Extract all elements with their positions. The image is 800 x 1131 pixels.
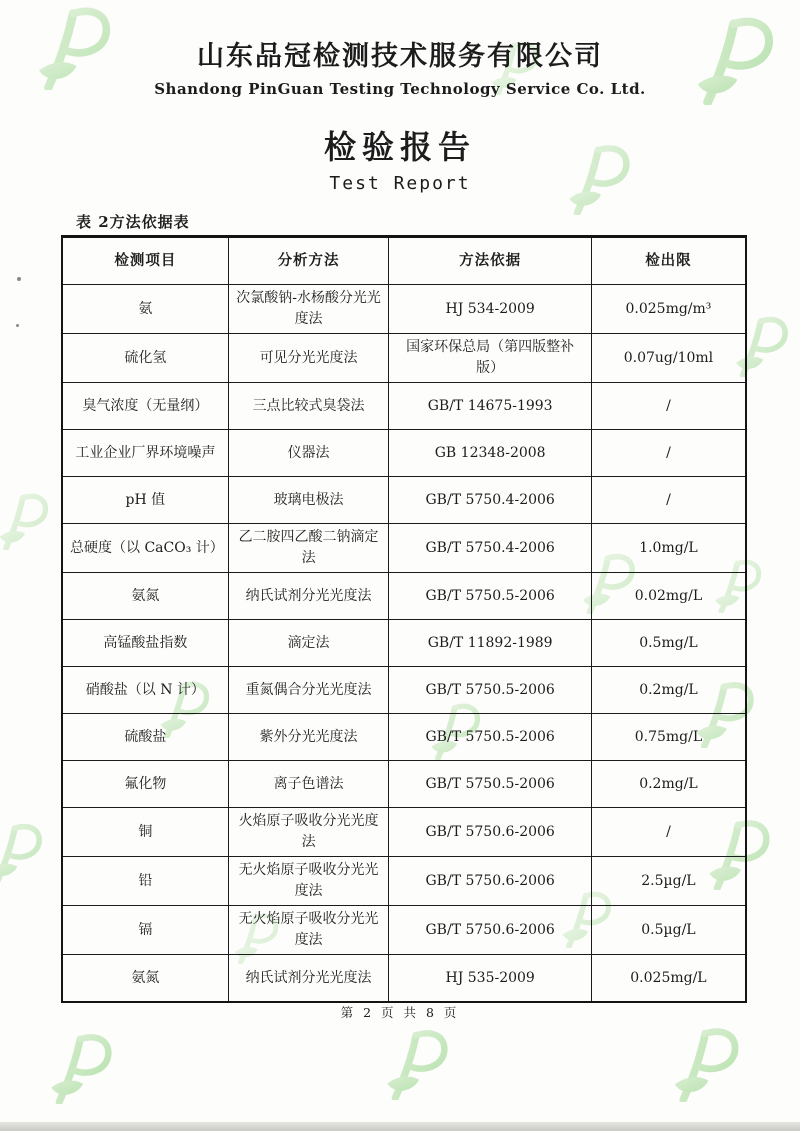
method-basis-table bbox=[61, 235, 747, 1003]
table-cell: / bbox=[591, 477, 746, 524]
table-cell: / bbox=[591, 383, 746, 430]
table-cell: 总硬度（以 CaCO₃ 计） bbox=[62, 524, 228, 573]
report-title-cn: 检验报告 bbox=[323, 128, 476, 166]
table-cell: GB 12348-2008 bbox=[389, 430, 591, 477]
table-header-row bbox=[62, 237, 746, 285]
scan-speck bbox=[17, 277, 21, 281]
table-cell: 仪器法 bbox=[228, 430, 389, 477]
table-cell: 滴定法 bbox=[228, 620, 389, 667]
table-cell: 离子色谱法 bbox=[228, 761, 389, 808]
report-title-en: Test Report bbox=[329, 173, 471, 194]
table-cell: HJ 535-2009 bbox=[389, 955, 591, 1003]
column-header: 检出限 bbox=[591, 237, 746, 285]
column-header: 方法依据 bbox=[389, 237, 591, 285]
table-cell: 硫化氢 bbox=[62, 334, 228, 383]
table-row bbox=[62, 477, 746, 524]
page-number: 第 2 页 共 8 页 bbox=[340, 1005, 460, 1020]
column-header: 分析方法 bbox=[228, 237, 389, 285]
table-cell: 乙二胺四乙酸二钠滴定法 bbox=[228, 524, 389, 573]
table-row bbox=[62, 667, 746, 714]
pinguan-logo-watermark-icon bbox=[42, 1032, 114, 1104]
table-cell: GB/T 5750.5-2006 bbox=[389, 667, 591, 714]
table-cell: 三点比较式臭袋法 bbox=[228, 383, 389, 430]
table-cell: 0.2mg/L bbox=[591, 667, 746, 714]
table-cell: 0.025mg/m³ bbox=[591, 285, 746, 334]
table-cell: 高锰酸盐指数 bbox=[62, 620, 228, 667]
table-cell: 0.02mg/L bbox=[591, 573, 746, 620]
table-row bbox=[62, 955, 746, 1003]
table-cell: GB/T 5750.4-2006 bbox=[389, 524, 591, 573]
table-cell: 臭气浓度（无量纲） bbox=[62, 383, 228, 430]
table-cell: 无火焰原子吸收分光光度法 bbox=[228, 906, 389, 955]
table-row bbox=[62, 334, 746, 383]
table-cell: 氨氮 bbox=[62, 955, 228, 1003]
table-cell: GB/T 5750.4-2006 bbox=[389, 477, 591, 524]
table-cell: 纳氏试剂分光光度法 bbox=[228, 573, 389, 620]
pinguan-logo-watermark-icon bbox=[378, 1028, 450, 1100]
table-cell: 铅 bbox=[62, 857, 228, 906]
scan-speck bbox=[16, 324, 19, 327]
table-row bbox=[62, 808, 746, 857]
table-cell: GB/T 5750.6-2006 bbox=[389, 857, 591, 906]
table-row bbox=[62, 383, 746, 430]
report-header bbox=[0, 0, 800, 194]
table-cell: 2.5µg/L bbox=[591, 857, 746, 906]
table-cell: / bbox=[591, 808, 746, 857]
table-cell: GB/T 14675-1993 bbox=[389, 383, 591, 430]
table-row bbox=[62, 524, 746, 573]
pinguan-logo-watermark-icon bbox=[0, 822, 44, 884]
table-cell: 无火焰原子吸收分光光度法 bbox=[228, 857, 389, 906]
table-row bbox=[62, 761, 746, 808]
table-cell: 0.5mg/L bbox=[591, 620, 746, 667]
table-row bbox=[62, 714, 746, 761]
table-cell: 氟化物 bbox=[62, 761, 228, 808]
table-caption: 表 2方法依据表 bbox=[76, 213, 190, 231]
table-cell: 0.07ug/10ml bbox=[591, 334, 746, 383]
table-cell: 氨氮 bbox=[62, 573, 228, 620]
table-cell: 1.0mg/L bbox=[591, 524, 746, 573]
table-row bbox=[62, 857, 746, 906]
table-cell: GB/T 5750.5-2006 bbox=[389, 714, 591, 761]
table-cell: 铜 bbox=[62, 808, 228, 857]
company-name-en: Shandong PinGuan Testing Technology Service Co. Ltd. bbox=[154, 80, 646, 98]
table-cell: 重氮偶合分光光度法 bbox=[228, 667, 389, 714]
pinguan-logo-watermark-icon bbox=[0, 492, 50, 550]
table-cell: GB/T 5750.6-2006 bbox=[389, 808, 591, 857]
table-cell: 0.2mg/L bbox=[591, 761, 746, 808]
table-cell: GB/T 5750.5-2006 bbox=[389, 573, 591, 620]
table-cell: 可见分光光度法 bbox=[228, 334, 389, 383]
table-row bbox=[62, 430, 746, 477]
company-name-cn: 山东品冠检测技术服务有限公司 bbox=[197, 41, 603, 72]
pinguan-logo-watermark-icon bbox=[665, 1026, 741, 1102]
table-row bbox=[62, 906, 746, 955]
table-cell: 纳氏试剂分光光度法 bbox=[228, 955, 389, 1003]
page-bottom-edge bbox=[0, 1122, 800, 1131]
table-cell: 国家环保总局（第四版整补版） bbox=[389, 334, 591, 383]
table-cell: 0.025mg/L bbox=[591, 955, 746, 1003]
table-cell: 硝酸盐（以 N 计） bbox=[62, 667, 228, 714]
table-cell: / bbox=[591, 430, 746, 477]
table-cell: 玻璃电极法 bbox=[228, 477, 389, 524]
table-cell: 工业企业厂界环境噪声 bbox=[62, 430, 228, 477]
column-header: 检测项目 bbox=[62, 237, 228, 285]
table-cell: 硫酸盐 bbox=[62, 714, 228, 761]
table-row bbox=[62, 620, 746, 667]
table-cell: 0.5µg/L bbox=[591, 906, 746, 955]
table-cell: 镉 bbox=[62, 906, 228, 955]
table-cell: 紫外分光光度法 bbox=[228, 714, 389, 761]
table-row bbox=[62, 573, 746, 620]
table-cell: GB/T 11892-1989 bbox=[389, 620, 591, 667]
table-body bbox=[62, 285, 746, 1003]
table-row bbox=[62, 285, 746, 334]
table-cell: 次氯酸钠-水杨酸分光光度法 bbox=[228, 285, 389, 334]
table-cell: 火焰原子吸收分光光度法 bbox=[228, 808, 389, 857]
table-cell: HJ 534-2009 bbox=[389, 285, 591, 334]
table-cell: 0.75mg/L bbox=[591, 714, 746, 761]
table-cell: pH 值 bbox=[62, 477, 228, 524]
table-cell: GB/T 5750.6-2006 bbox=[389, 906, 591, 955]
table-cell: GB/T 5750.5-2006 bbox=[389, 761, 591, 808]
table-cell: 氨 bbox=[62, 285, 228, 334]
